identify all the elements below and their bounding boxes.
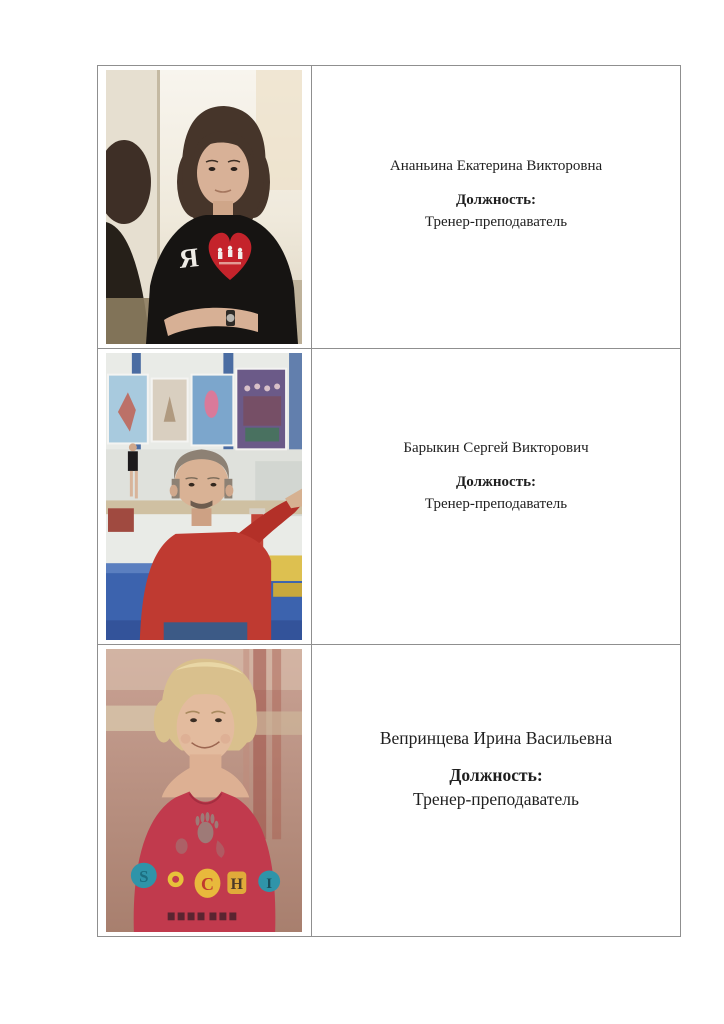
table-row — [98, 349, 680, 645]
person-name: Ананьина Екатерина Викторовна — [389, 158, 603, 174]
position-label: Должность: — [455, 473, 536, 490]
position-label: Должность: — [449, 765, 543, 785]
position-label: Должность: — [455, 192, 536, 208]
svg-text:C: C — [201, 874, 214, 894]
staff-info — [312, 66, 680, 348]
photo-cell — [98, 66, 312, 348]
staff-table — [97, 65, 681, 937]
person-name: Барыкин Сергей Викторович — [403, 439, 589, 456]
svg-text:I: I — [266, 876, 273, 893]
position-value: Тренер-преподаватель — [424, 495, 568, 512]
photo-cell — [98, 349, 312, 644]
svg-text:H: H — [230, 876, 244, 894]
position-value: Тренер-преподаватель — [413, 789, 579, 809]
person-name: Вепринцева Ирина Васильевна — [379, 728, 613, 748]
photo-barykin — [106, 353, 302, 640]
staff-info — [312, 349, 680, 644]
table-row — [98, 66, 680, 349]
position-value: Тренер-преподаватель — [424, 214, 568, 230]
svg-text:S: S — [139, 867, 149, 887]
table-row — [98, 645, 680, 936]
staff-info — [312, 645, 680, 936]
svg-text:Я: Я — [177, 242, 201, 274]
photo-ananyina — [106, 70, 302, 344]
photo-cell — [98, 645, 312, 936]
photo-veprintseva — [106, 649, 302, 932]
